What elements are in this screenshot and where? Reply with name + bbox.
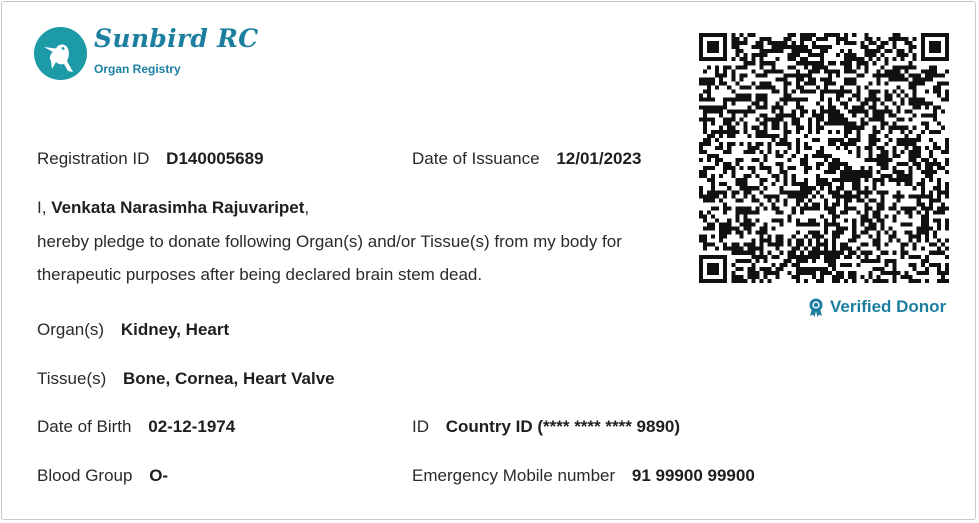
issuance-date-label: Date of Issuance: [412, 149, 540, 168]
blood-group-row: [37, 466, 168, 486]
verified-donor-badge: [808, 297, 946, 317]
pledge-line-1: [37, 198, 309, 218]
donor-card: [1, 1, 976, 520]
brand-name: Sunbird RC: [94, 24, 259, 53]
emergency-label: Emergency Mobile number: [412, 466, 616, 485]
verified-badge-icon: [808, 298, 824, 317]
organs-label: Organ(s): [37, 320, 105, 339]
qr-finder-pattern: [921, 33, 949, 61]
blood-group-label: Blood Group: [37, 466, 133, 485]
tissues-row: [37, 369, 335, 389]
qr-finder-pattern: [699, 255, 727, 283]
pledge-line-2: hereby pledge to donate following Organ(s) and/or Tissue(s) from my body for: [37, 232, 622, 251]
brand-subtitle: Organ Registry: [94, 62, 181, 76]
registration-id-row: [37, 149, 264, 169]
qr-finder-pattern: [699, 33, 727, 61]
hummingbird-icon: [34, 27, 87, 80]
id-label: ID: [412, 417, 429, 436]
dob-row: [37, 417, 235, 437]
organs-row: [37, 320, 229, 340]
tissues-value: Bone, Cornea, Heart Valve: [123, 369, 335, 388]
registration-id-label: Registration ID: [37, 149, 150, 168]
blood-group-value: O-: [149, 466, 169, 485]
issuance-date-value: 12/01/2023: [556, 149, 642, 168]
pledge-comma: ,: [304, 198, 310, 217]
organs-value: Kidney, Heart: [120, 320, 230, 339]
id-row: [412, 417, 680, 437]
pledge-line-3: therapeutic purposes after being declared brain stem dead.: [37, 265, 483, 284]
verified-donor-label: Verified Donor: [830, 297, 947, 316]
dob-value: 02-12-1974: [148, 417, 236, 436]
tissues-label: Tissue(s): [37, 369, 107, 388]
emergency-row: [412, 466, 755, 486]
emergency-value: 91 99900 99900: [631, 466, 755, 485]
issuance-date-row: [412, 149, 641, 169]
qr-code: [699, 33, 949, 283]
dob-label: Date of Birth: [37, 417, 132, 436]
qr-modules: [699, 33, 949, 283]
registration-id-value: D140005689: [166, 149, 264, 168]
id-value: Country ID (**** **** **** 9890): [445, 417, 681, 436]
pledge-prefix: I,: [37, 198, 47, 217]
donor-name: Venkata Narasimha Rajuvaripet: [51, 198, 305, 217]
